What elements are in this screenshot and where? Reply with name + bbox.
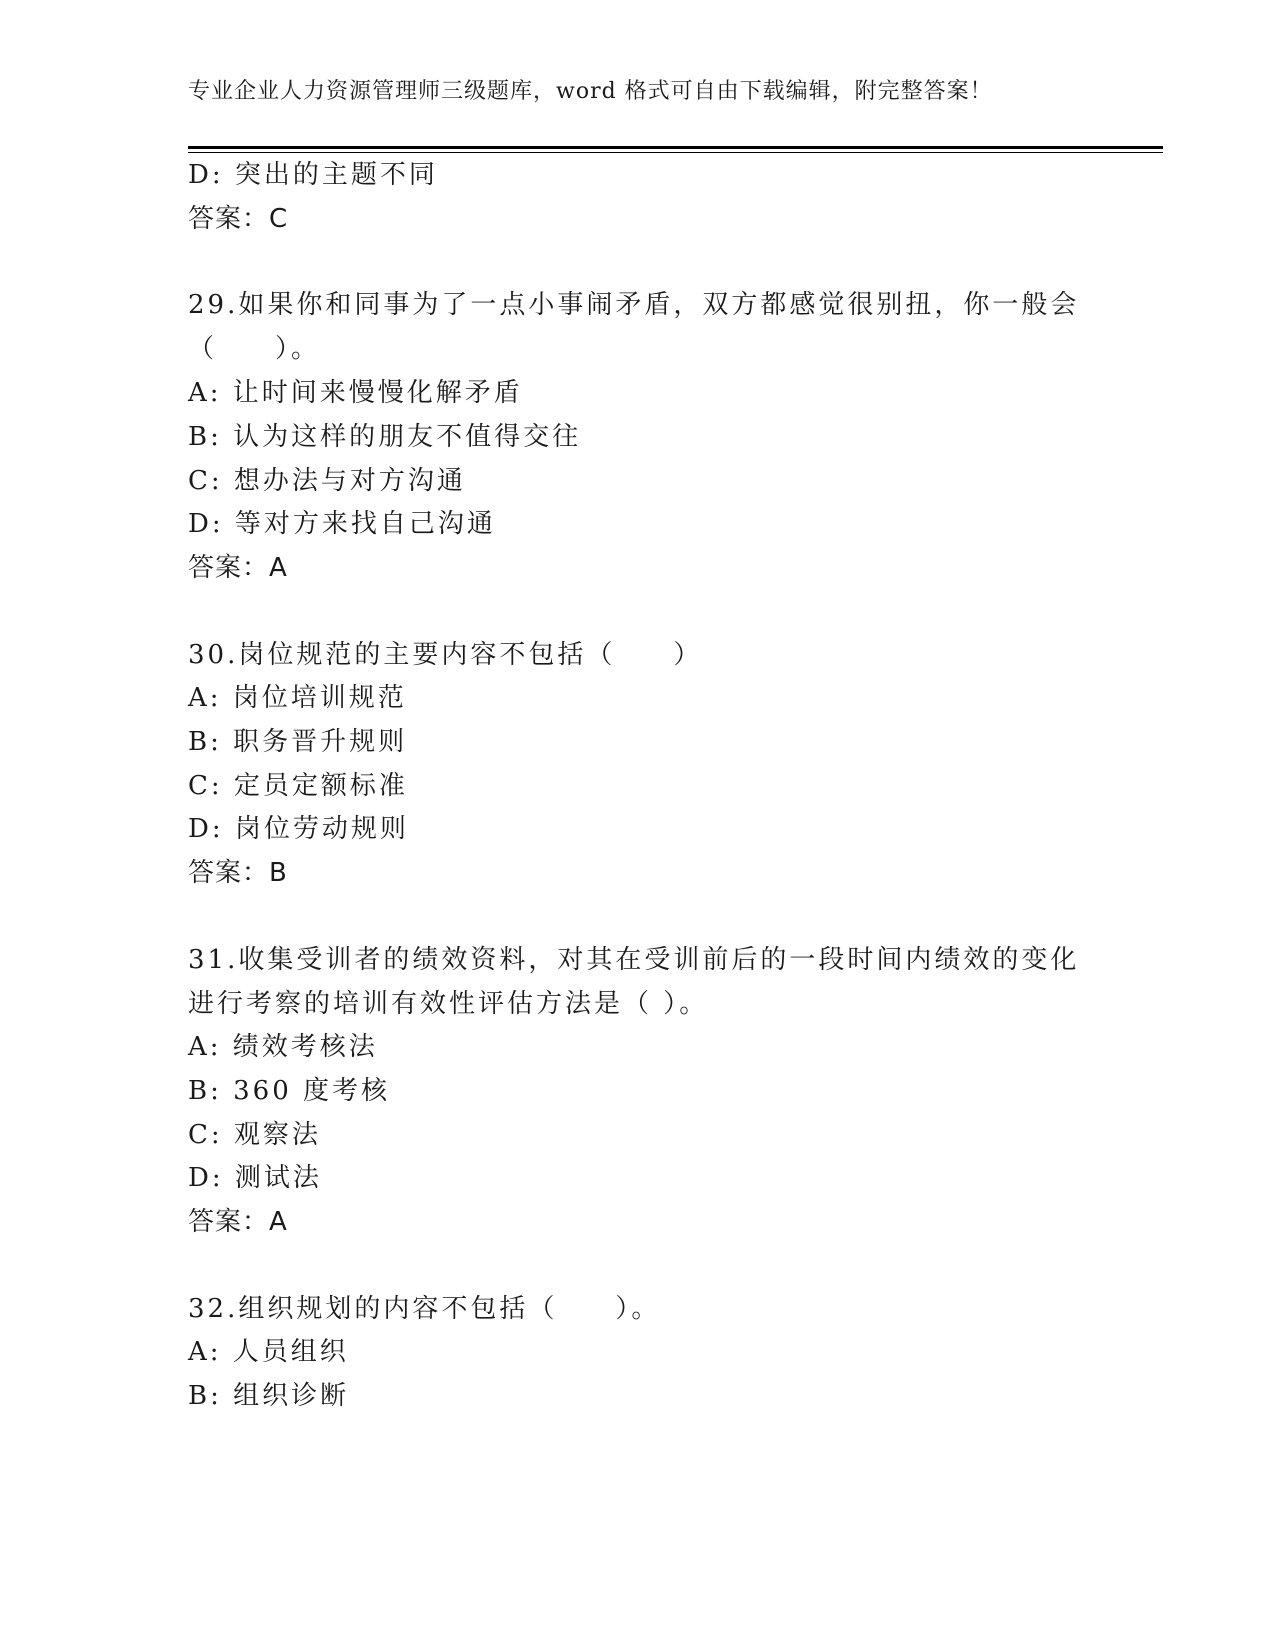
option-b-q32: B: 组织诊断 [188,1381,350,1411]
option-d-q28: D: 突出的主题不同 [188,160,438,190]
option-d-q29: D: 等对方来找自己沟通 [188,509,496,539]
option-b-q30: B: 职务晋升规则 [188,727,408,757]
option-a-q32: A: 人员组织 [188,1337,349,1367]
question-31-line2: 进行考察的培训有效性评估方法是（ ）。 [188,989,709,1019]
option-d-q30: D: 岗位劳动规则 [188,814,409,844]
option-c-q31: C: 观察法 [188,1120,321,1150]
question-32: 32.组织规划的内容不包括（ ）。 [188,1294,661,1324]
question-31-line1: 31.收集受训者的绩效资料，对其在受训前后的一段时间内绩效的变化 [188,945,1080,975]
option-b-q29: B: 认为这样的朋友不值得交往 [188,422,582,452]
answer-q30: 答案：B [188,858,288,888]
option-a-q30: A: 岗位培训规范 [188,683,407,713]
question-30: 30.岗位规范的主要内容不包括（ ） [188,640,703,670]
header-rule-thin [188,152,1163,153]
answer-q29: 答案：A [188,553,288,583]
option-c-q29: C: 想办法与对方沟通 [188,466,466,496]
header-rule-thick [188,146,1163,149]
option-d-q31: D: 测试法 [188,1163,322,1193]
option-a-q29: A: 让时间来慢慢化解矛盾 [188,378,523,408]
option-c-q30: C: 定员定额标准 [188,771,408,801]
question-29-line2: （ ）。 [188,334,321,364]
answer-q28: 答案：C [188,204,289,234]
option-b-q31: B: 360 度考核 [188,1076,391,1106]
option-a-q31: A: 绩效考核法 [188,1032,378,1062]
answer-q31: 答案：A [188,1207,288,1237]
question-29-line1: 29.如果你和同事为了一点小事闹矛盾，双方都感觉很别扭，你一般会 [188,290,1080,320]
page-header: 专业企业人力资源管理师三级题库，word 格式可自由下载编辑，附完整答案！ [188,79,993,104]
